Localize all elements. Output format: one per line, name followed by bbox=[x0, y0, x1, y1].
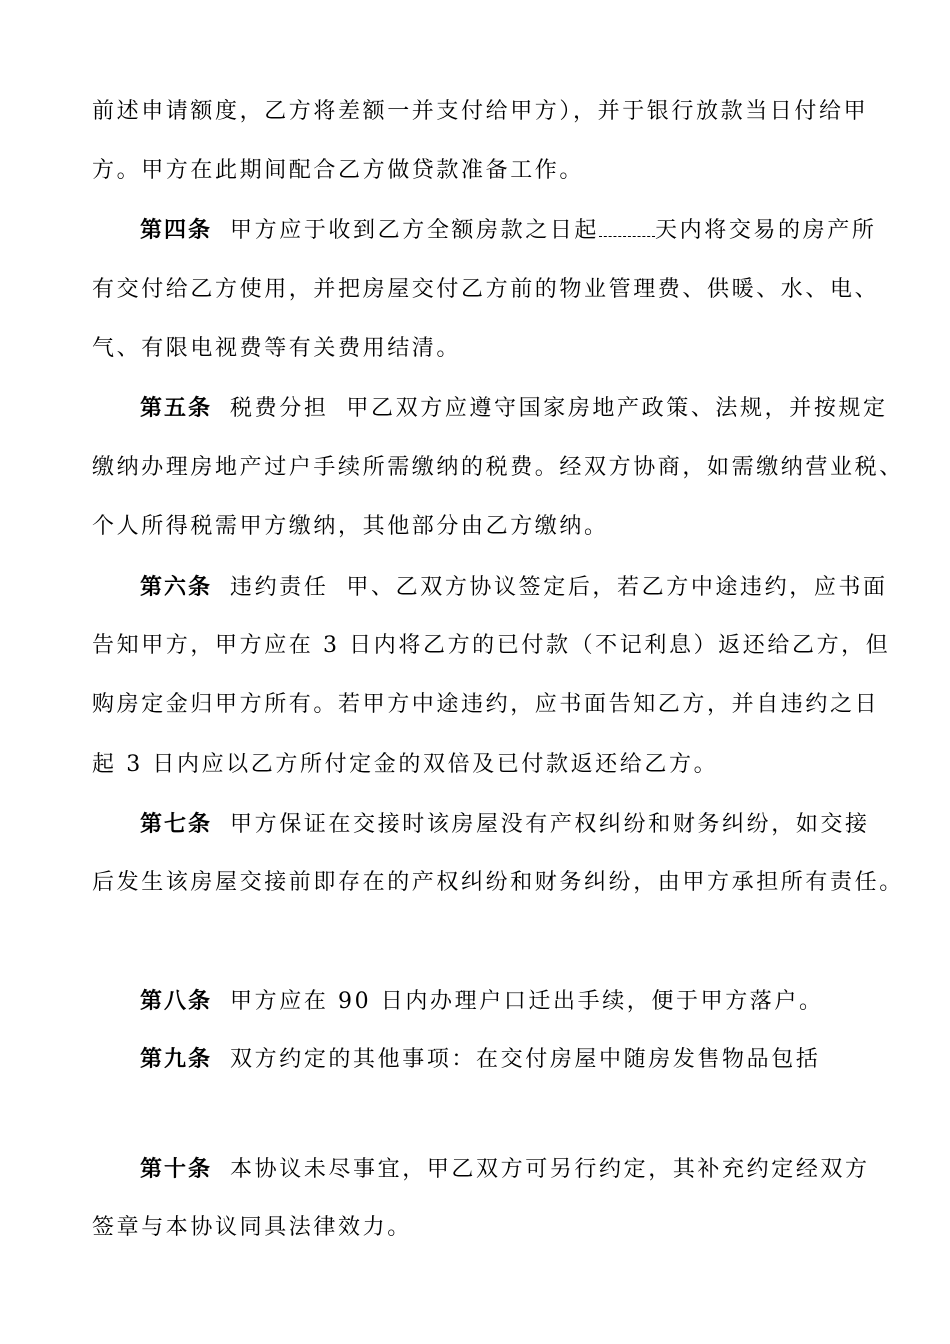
text-run: 购房定金归甲方所有。若甲方中途违约，应书面告知乙方，并自违约之日 bbox=[92, 692, 880, 717]
p3-tail-line-1 bbox=[92, 97, 868, 127]
article-6-line-4 bbox=[92, 750, 718, 780]
text-run: 方。甲方在此期间配合乙方做贷款准备工作。 bbox=[92, 158, 585, 183]
article-5-text: 甲乙双方应遵守国家房地产政策、法规，并按规定 bbox=[346, 396, 888, 421]
article-9-line-1 bbox=[140, 1044, 820, 1075]
article-6-line-3 bbox=[92, 690, 879, 720]
article-4-line-1 bbox=[140, 215, 876, 246]
article-10-line-1 bbox=[140, 1154, 870, 1185]
article-5-title: 税费分担 bbox=[230, 396, 329, 421]
text-run: 气、有限电视费等有关费用结清。 bbox=[92, 336, 462, 361]
article-10-number: 第十条 bbox=[140, 1156, 213, 1182]
article-8-number: 第八条 bbox=[140, 988, 213, 1014]
text-run: 有交付给乙方使用，并把房屋交付乙方前的物业管理费、供暖、水、电、 bbox=[92, 277, 880, 302]
article-4-line-2 bbox=[92, 275, 879, 305]
text-run: 告知甲方，甲方应在 3 日内将乙方的已付款（不记利息）返还给乙方，但 bbox=[92, 633, 891, 658]
article-10-text: 本协议未尽事宜，甲乙双方可另行约定，其补充约定经双方 bbox=[230, 1157, 870, 1182]
article-10-line-2 bbox=[92, 1213, 412, 1243]
text-run: 个人所得税需甲方缴纳，其他部分由乙方缴纳。 bbox=[92, 514, 609, 539]
article-7-line-1 bbox=[140, 809, 870, 840]
article-6-text: 甲、乙双方协议签定后，若乙方中途违约，应书面 bbox=[346, 575, 888, 600]
text-run: 缴纳办理房地产过户手续所需缴纳的税费。经双方协商，如需缴纳营业税、 bbox=[92, 455, 904, 480]
article-9-number: 第九条 bbox=[140, 1046, 213, 1072]
article-6-line-2 bbox=[92, 631, 890, 661]
article-8-text: 甲方应在 90 日内办理户口迁出手续，便于甲方落户。 bbox=[230, 989, 824, 1014]
article-4-text-b: 天内将交易的房产所 bbox=[655, 218, 877, 243]
article-4-line-3 bbox=[92, 334, 461, 364]
article-5-number: 第五条 bbox=[140, 395, 213, 421]
article-4-number: 第四条 bbox=[140, 217, 213, 243]
text-run: 后发生该房屋交接前即存在的产权纠纷和财务纠纷，由甲方承担所有责任。 bbox=[92, 870, 904, 895]
text-run: 签章与本协议同具法律效力。 bbox=[92, 1215, 412, 1240]
article-7-line-2 bbox=[92, 868, 904, 898]
article-7-text: 甲方保证在交接时该房屋没有产权纠纷和财务纠纷，如交接 bbox=[230, 812, 870, 837]
article-7-number: 第七条 bbox=[140, 811, 213, 837]
article-5-line-3 bbox=[92, 512, 609, 542]
article-4-text-a: 甲方应于收到乙方全额房款之日起 bbox=[230, 218, 600, 243]
article-5-line-2 bbox=[92, 453, 904, 483]
article-6-line-1 bbox=[140, 572, 888, 603]
article-5-line-1 bbox=[140, 393, 888, 424]
fill-in-blank bbox=[599, 220, 655, 237]
article-6-number: 第六条 bbox=[140, 574, 213, 600]
text-run: 前述申请额度，乙方将差额一并支付给甲方），并于银行放款当日付给甲 bbox=[92, 99, 869, 124]
article-9-text: 双方约定的其他事项：在交付房屋中随房发售物品包括 bbox=[230, 1047, 821, 1072]
p3-tail-line-2 bbox=[92, 156, 584, 186]
article-8-line-1 bbox=[140, 986, 824, 1017]
article-6-title: 违约责任 bbox=[230, 575, 329, 600]
text-run: 起 3 日内应以乙方所付定金的双倍及已付款返还给乙方。 bbox=[92, 752, 719, 777]
